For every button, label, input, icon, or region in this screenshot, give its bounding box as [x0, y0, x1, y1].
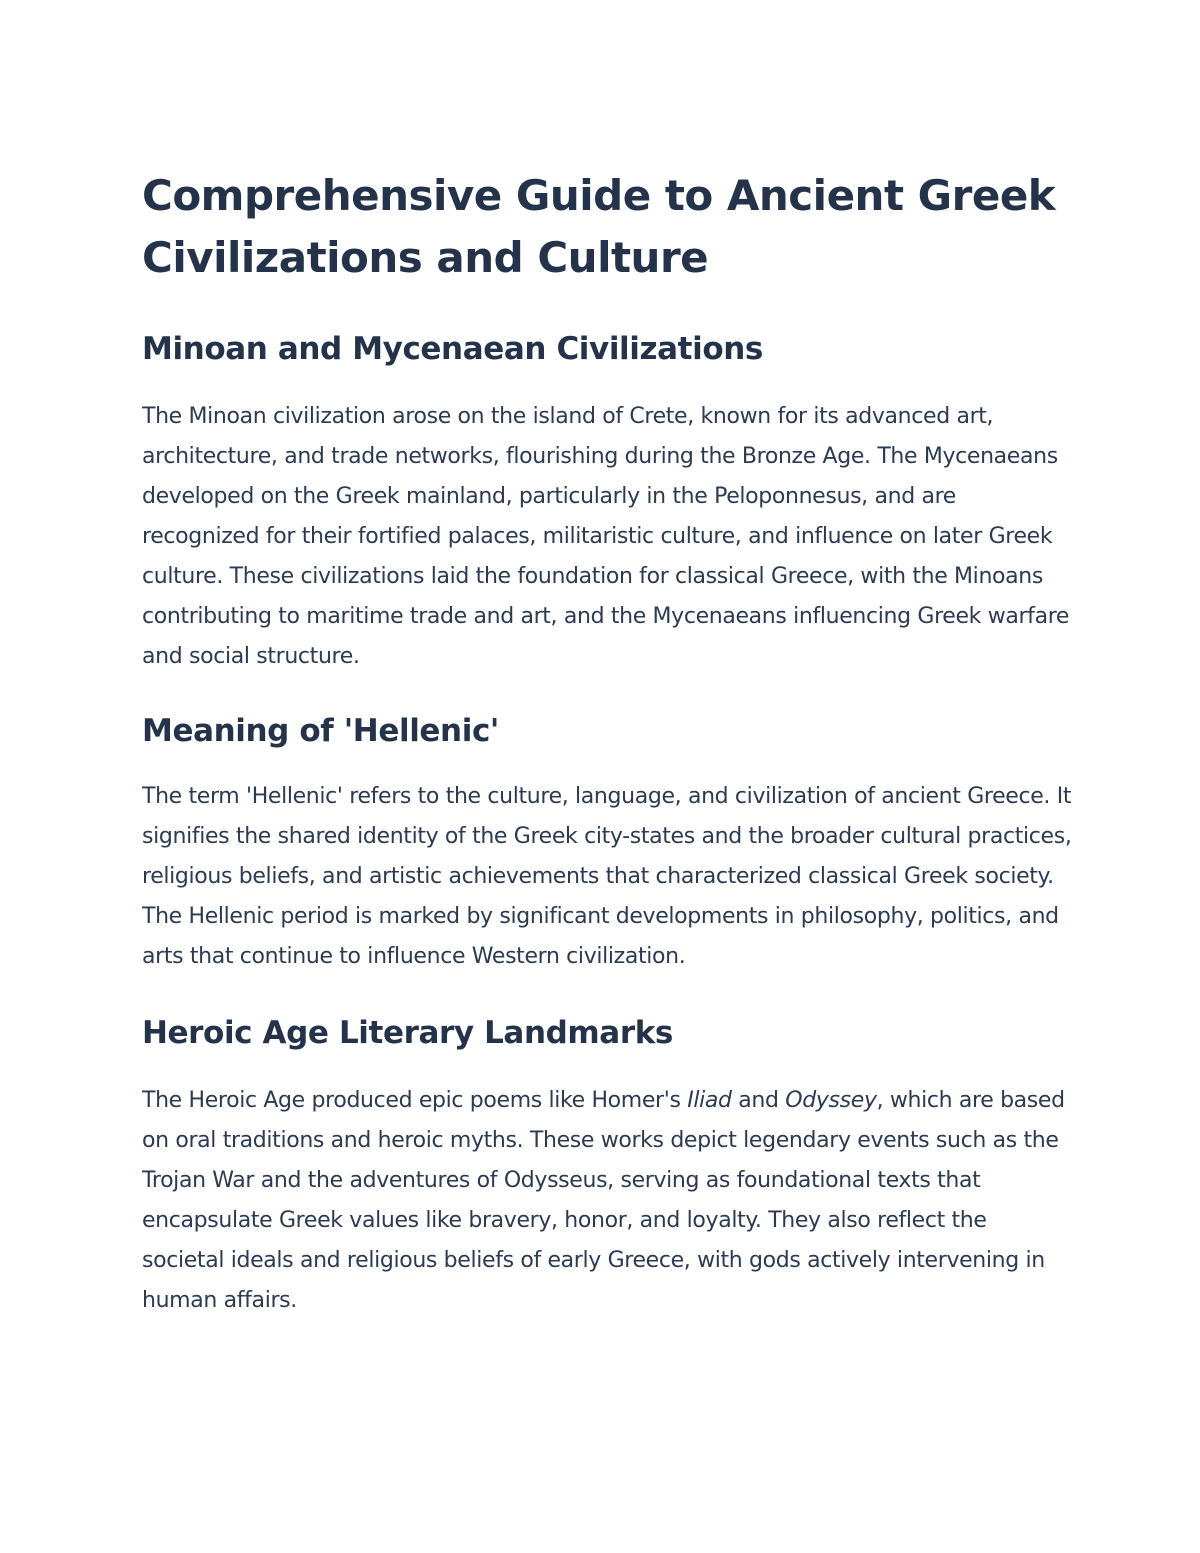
section-heading: Minoan and Mycenaean Civilizations — [142, 331, 763, 367]
paragraph-conjunction-text: and — [731, 1088, 786, 1113]
paragraph-rest-text: , which are based on oral traditions and heroic myths. These works depict legendary events such as the Trojan War and the adventures of Odysseus, serving as foundational texts that encapsulate Greek values like bravery, honor, and loyalty. They also reflect the societal ideals and religious beliefs of early Greece, with gods actively intervening in human affairs. — [142, 1088, 1065, 1313]
section-paragraph: The Minoan civilization arose on the island of Crete, known for its advanced art, architecture, and trade networks, flourishing during the Bronze Age. The Mycenaeans developed on the Greek mainland, particularly in the Peloponnesus, and are recognized for their fortified palaces, militaristic culture, and influence on later Greek culture. These civilizations laid the foundation for classical Greece, with the Minoans contributing to maritime trade and art, and the Mycenaeans influencing Greek warfare and social structure. — [142, 404, 1070, 669]
work-title-iliad: Iliad — [687, 1088, 732, 1113]
section-paragraph: The term 'Hellenic' refers to the culture, language, and civilization of ancient Greece. It signifies the shared identity of the Greek city-states and the broader cultural practices, religious beliefs, and artistic achievements that characterized classical Greek society. The Hellenic period is marked by significant developments in philosophy, politics, and arts that continue to influence Western civilization. — [142, 784, 1072, 969]
section-hellenic-meaning — [142, 711, 1072, 977]
document-page — [142, 165, 1072, 1321]
section-heading: Heroic Age Literary Landmarks — [142, 1015, 673, 1051]
section-minoan-mycenaean — [142, 329, 1072, 677]
section-paragraph — [142, 1081, 1072, 1321]
work-title-odyssey: Odyssey — [785, 1088, 877, 1113]
page-title: Comprehensive Guide to Ancient Greek Civilizations and Culture — [142, 171, 1056, 282]
section-heading: Meaning of 'Hellenic' — [142, 713, 500, 749]
paragraph-intro-text: The Heroic Age produced epic poems like Homer's — [142, 1088, 688, 1113]
section-heroic-age — [142, 1013, 1072, 1321]
